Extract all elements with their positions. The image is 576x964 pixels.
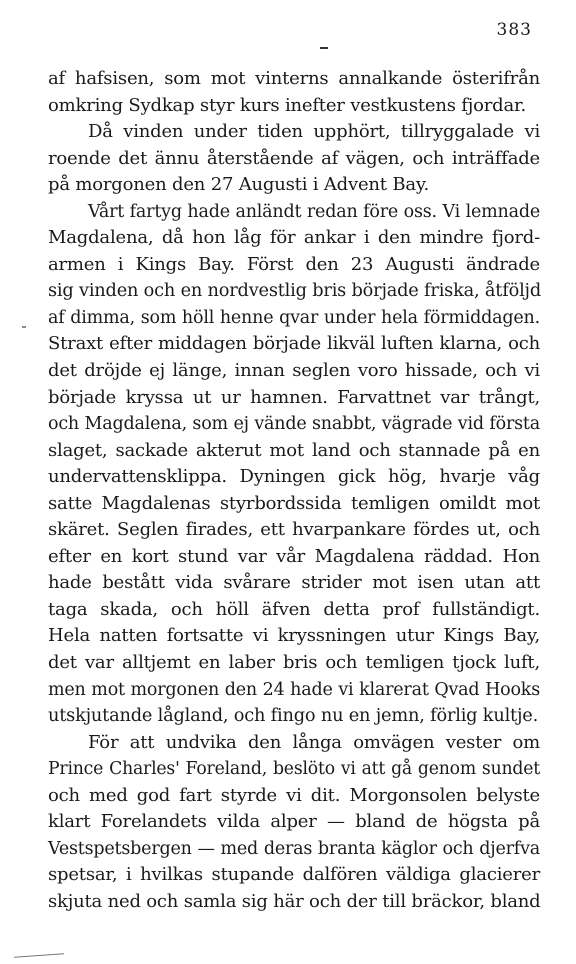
text-line: Magdalena, då hon låg för ankar i den mindre fjord- (48, 227, 540, 249)
text-line: och Magdalena, som ej vände snabbt, vägrade vid första (48, 414, 540, 435)
text-line: Då vinden under tiden upphört, tillryggalade vi (88, 121, 540, 143)
text-line: taga skada, och höll äfven detta prof fullständigt. (48, 598, 540, 620)
pencil-stroke (14, 953, 64, 957)
text-line: klart Forelandets vilda alper — bland de högsta på (48, 811, 540, 833)
text-line: efter en kort stund var vår Magdalena räddad. Hon (48, 545, 540, 567)
text-line: armen i Kings Bay. Först den 23 Augusti ändrade (48, 253, 540, 275)
text-line: undervattensklippa. Dyningen gick hög, hvarje våg (48, 466, 540, 488)
text-line: Straxt efter middagen började likväl luften klarna, och (48, 333, 540, 355)
text-line: det var alltjemt en laber bris och temligen tjock luft, (48, 652, 540, 674)
text-line: omkring Sydkap styr kurs inefter vestkustens fjordar. (48, 94, 526, 116)
text-line: slaget, sackade akterut mot land och stannade på en (48, 439, 540, 461)
text-line: Prince Charles' Foreland, beslöto vi att gå genom sundet (48, 759, 540, 780)
text-line: och med god fart styrde vi dit. Morgonsolen belyste (48, 784, 540, 806)
text-line: sig vinden och en nordvestlig bris började friska, åtföljd (48, 281, 542, 302)
text-line: började kryssa ut ur hamnen. Farvattnet var trångt, (48, 386, 540, 408)
ink-speck (320, 47, 328, 49)
text-line: skäret. Seglen firades, ett hvarpankare fördes ut, och (48, 519, 540, 541)
text-line: af dimma, som höll henne qvar under hela förmiddagen. (48, 307, 540, 328)
text-line: af hafsisen, som mot vinterns annalkande österifrån (48, 68, 540, 89)
text-line: men mot morgonen den 24 hade vi klarerat Qvad Hooks (48, 679, 540, 700)
text-line: utskjutande lågland, och fingo nu en jemn, förlig kultje. (48, 706, 539, 727)
ink-speck (22, 326, 26, 328)
body-text (48, 66, 540, 916)
text-line: det dröjde ej länge, innan seglen voro hissade, och vi (48, 360, 540, 382)
text-line: För att undvika den långa omvägen vester om (88, 731, 540, 753)
text-line: Vestspetsbergen — med deras branta käglor och djerfva (48, 838, 540, 859)
text-line: hade bestått vida svårare strider mot isen utan att (48, 572, 540, 594)
text-line: Hela natten fortsatte vi kryssningen utur Kings Bay, (48, 625, 540, 647)
text-line: roende det ännu återstående af vägen, och inträffade (48, 147, 540, 169)
text-line: spetsar, i hvilkas stupande dalfören väldiga glacierer (48, 864, 540, 886)
text-line: på morgonen den 27 Augusti i Advent Bay. (48, 174, 430, 196)
page-number: 383 (496, 20, 532, 40)
text-line: satte Magdalenas styrbordssida temligen omildt mot (48, 492, 540, 514)
text-line: Vårt fartyg hade anländt redan före oss. Vi lemnade (88, 201, 540, 222)
text-line: skjuta ned och samla sig här och der till bräckor, bland (48, 890, 541, 912)
